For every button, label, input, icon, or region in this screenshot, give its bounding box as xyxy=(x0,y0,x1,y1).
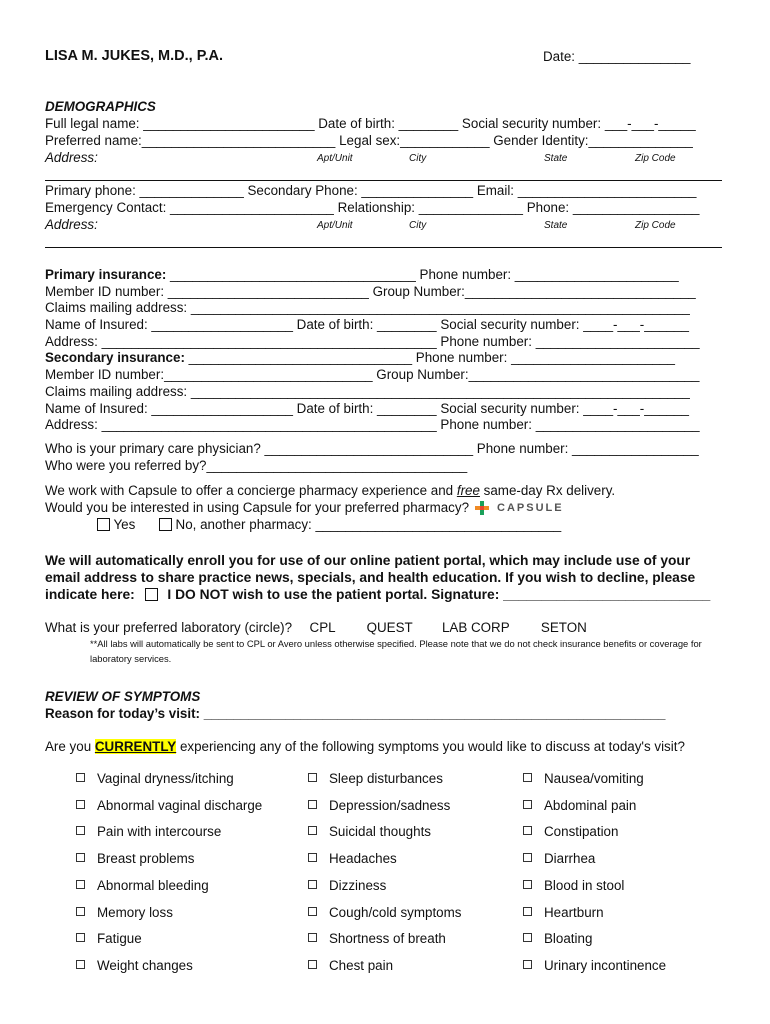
symptom-label: Memory loss xyxy=(97,905,173,920)
symptom-checkbox[interactable] xyxy=(76,773,85,782)
symptom-question-a: Are you xyxy=(45,739,95,754)
demographics-title: DEMOGRAPHICS xyxy=(45,99,156,114)
symptom-item[interactable] xyxy=(76,824,221,840)
reason-line[interactable]: Reason for today’s visit: ______________________________________________________________ xyxy=(45,706,666,721)
capsule-logo xyxy=(475,500,564,516)
symptom-label: Dizziness xyxy=(329,878,387,893)
symptom-label: Weight changes xyxy=(97,958,193,973)
capsule-logo-text: CAPSULE xyxy=(497,502,564,514)
symptom-checkbox[interactable] xyxy=(76,880,85,889)
symptom-checkbox[interactable] xyxy=(308,960,317,969)
phone-line[interactable]: Primary phone: ______________ Secondary Phone: _______________ Email: ________________________ xyxy=(45,183,697,198)
symptom-item[interactable] xyxy=(523,851,595,867)
address-line[interactable] xyxy=(45,180,722,181)
symptom-label: Abdominal pain xyxy=(544,798,637,813)
symptom-item[interactable] xyxy=(308,851,397,867)
symptom-label: Heartburn xyxy=(544,905,604,920)
symptom-checkbox[interactable] xyxy=(76,933,85,942)
symptom-label: Breast problems xyxy=(97,851,195,866)
symptom-label: Diarrhea xyxy=(544,851,596,866)
capsule-question-text: Would you be interested in using Capsule for your preferred pharmacy? xyxy=(45,500,470,515)
insured-name-line-2[interactable]: Name of Insured: ___________________ Date of birth: ________ Social security number: ____-___-______ xyxy=(45,401,689,416)
capsule-intro-b: same-day Rx delivery. xyxy=(479,483,616,498)
symptom-label: Blood in stool xyxy=(544,878,625,893)
symptom-checkbox[interactable] xyxy=(523,907,532,916)
ros-title: REVIEW OF SYMPTOMS xyxy=(45,689,201,704)
lab-option-labcorp[interactable]: LAB CORP xyxy=(441,620,510,635)
insured-address-line[interactable]: Address: _____________________________________________ Phone number: ______________________ xyxy=(45,334,700,349)
symptom-checkbox[interactable] xyxy=(308,880,317,889)
symptom-checkbox[interactable] xyxy=(308,800,317,809)
practice-name: LISA M. JUKES, M.D., P.A. xyxy=(45,48,224,64)
symptom-label: Urinary incontinence xyxy=(544,958,667,973)
symptom-item[interactable] xyxy=(523,878,624,894)
symptom-label: Abnormal bleeding xyxy=(97,878,209,893)
symptom-checkbox[interactable] xyxy=(76,907,85,916)
symptom-item[interactable] xyxy=(308,824,431,840)
symptom-item[interactable] xyxy=(76,905,173,921)
symptom-item[interactable] xyxy=(308,958,393,974)
capsule-intro xyxy=(45,483,722,499)
capsule-plus-icon xyxy=(475,501,489,515)
claims-address-line[interactable]: Claims mailing address: ___________________________________________________________________ xyxy=(45,300,690,315)
symptom-checkbox[interactable] xyxy=(523,800,532,809)
city-sublabel: City xyxy=(409,153,427,164)
portal-indicate-label: indicate here: xyxy=(45,587,135,602)
symptom-checkbox[interactable] xyxy=(308,773,317,782)
symptom-item[interactable] xyxy=(76,771,234,787)
zip-sublabel: Zip Code xyxy=(635,153,676,164)
lab-question-line xyxy=(45,620,722,636)
apt-sublabel: Apt/Unit xyxy=(317,153,353,164)
address2-label: Address: xyxy=(45,217,98,232)
symptom-item[interactable] xyxy=(523,824,618,840)
state-sublabel-2: State xyxy=(544,220,568,231)
capsule-question xyxy=(45,500,722,516)
symptom-checkbox[interactable] xyxy=(76,826,85,835)
symptom-item[interactable] xyxy=(523,931,592,947)
symptom-label: Vaginal dryness/itching xyxy=(97,771,234,786)
symptom-label: Chest pain xyxy=(329,958,394,973)
portal-decline-line xyxy=(45,587,722,603)
symptom-item[interactable] xyxy=(523,798,636,814)
portal-line-2: email address to share practice news, specials, and health education. If you wish to decline, please xyxy=(45,570,696,585)
symptom-checkbox[interactable] xyxy=(523,880,532,889)
lab-option-quest[interactable]: QUEST xyxy=(366,620,413,635)
capsule-no-checkbox[interactable] xyxy=(159,518,172,531)
capsule-options xyxy=(97,517,722,533)
full-name-line[interactable]: Full legal name: _______________________ Date of birth: ________ Social security number: ___-___-_____ xyxy=(45,116,696,131)
lab-option-seton[interactable]: SETON xyxy=(540,620,587,635)
capsule-free: free xyxy=(456,483,480,498)
symptom-item[interactable] xyxy=(76,878,209,894)
emergency-contact-line[interactable]: Emergency Contact: ______________________ Relationship: ______________ Phone: _________________ xyxy=(45,200,700,215)
symptom-item[interactable] xyxy=(523,958,666,974)
symptom-item[interactable] xyxy=(523,905,604,921)
capsule-intro-a: We work with Capsule to offer a concierge pharmacy experience and xyxy=(45,483,457,498)
symptom-item[interactable] xyxy=(308,798,450,814)
symptom-item[interactable] xyxy=(308,905,461,921)
symptom-item[interactable] xyxy=(308,931,446,947)
portal-line-1: We will automatically enroll you for use of our online patient portal, which may include use of your xyxy=(45,553,691,568)
symptom-checkbox[interactable] xyxy=(308,933,317,942)
lab-note: **All labs will automatically be sent to CPL or Avero unless otherwise specified. Please note that we do not check insurance benefits or coverage for laboratory services. xyxy=(90,638,702,664)
state-sublabel: State xyxy=(544,153,568,164)
symptom-label: Bloating xyxy=(544,931,593,946)
symptom-checkbox[interactable] xyxy=(523,853,532,862)
symptom-label: Shortness of breath xyxy=(329,931,446,946)
symptom-item[interactable] xyxy=(523,771,644,787)
symptom-checkbox[interactable] xyxy=(308,826,317,835)
insured-name-line[interactable]: Name of Insured: ___________________ Date of birth: ________ Social security number: ____-___-______ xyxy=(45,317,689,332)
capsule-yes-checkbox[interactable] xyxy=(97,518,110,531)
capsule-yes-label: Yes xyxy=(113,517,136,532)
symptom-item[interactable] xyxy=(76,798,262,814)
symptom-checkbox[interactable] xyxy=(523,826,532,835)
insured-address-line-2[interactable]: Address: _____________________________________________ Phone number: ______________________ xyxy=(45,417,700,432)
symptom-label: Constipation xyxy=(544,824,619,839)
symptom-item[interactable] xyxy=(308,878,386,894)
apt-sublabel-2: Apt/Unit xyxy=(317,220,353,231)
preferred-name-line[interactable]: Preferred name:__________________________ Legal sex:____________ Gender Identity:______________ xyxy=(45,133,693,148)
member-id-line-2[interactable]: Member ID number:____________________________ Group Number:_______________________________ xyxy=(45,367,700,382)
portal-decline-checkbox[interactable] xyxy=(145,588,158,601)
symptom-item[interactable] xyxy=(76,958,193,974)
member-id-line[interactable]: Member ID number: ___________________________ Group Number:_______________________________ xyxy=(45,284,696,299)
symptom-checkbox[interactable] xyxy=(76,800,85,809)
address-label: Address: xyxy=(45,150,98,165)
symptom-label: Nausea/vomiting xyxy=(544,771,644,786)
symptom-label: Pain with intercourse xyxy=(97,824,222,839)
symptom-label: Sleep disturbances xyxy=(329,771,443,786)
symptom-item[interactable] xyxy=(76,931,142,947)
secondary-insurance-line[interactable] xyxy=(45,350,722,366)
symptom-checkbox[interactable] xyxy=(523,933,532,942)
lab-option-cpl[interactable]: CPL xyxy=(309,620,336,635)
zip-sublabel-2: Zip Code xyxy=(635,220,676,231)
symptom-checkbox[interactable] xyxy=(523,960,532,969)
symptom-checkbox[interactable] xyxy=(76,960,85,969)
primary-insurance-line[interactable] xyxy=(45,267,722,283)
capsule-no-label[interactable]: No, another pharmacy: _________________________________ xyxy=(175,517,562,532)
symptom-checkbox[interactable] xyxy=(308,853,317,862)
city-sublabel-2: City xyxy=(409,220,427,231)
secondary-insurance-fields[interactable]: ______________________________ Phone number: ______________________ xyxy=(184,350,675,365)
symptom-question xyxy=(45,739,722,755)
symptom-label: Depression/sadness xyxy=(329,798,451,813)
symptom-checkbox[interactable] xyxy=(308,907,317,916)
claims-address-line-2[interactable]: Claims mailing address: ___________________________________________________________________ xyxy=(45,384,690,399)
symptom-label: Fatigue xyxy=(97,931,142,946)
primary-insurance-fields[interactable]: _________________________________ Phone number: ______________________ xyxy=(166,267,679,282)
pcp-line[interactable]: Who is your primary care physician? ____________________________ Phone number: _________________ xyxy=(45,441,699,456)
symptom-label: Suicidal thoughts xyxy=(329,824,431,839)
lab-question: What is your preferred laboratory (circle)? xyxy=(45,620,293,635)
referred-by-line[interactable]: Who were you referred by?___________________________________ xyxy=(45,458,468,473)
currently-highlight: CURRENTLY xyxy=(94,739,177,754)
secondary-insurance-label: Secondary insurance: xyxy=(45,350,185,365)
symptom-checkbox[interactable] xyxy=(523,773,532,782)
symptom-item[interactable] xyxy=(76,851,195,867)
portal-signature-field[interactable]: I DO NOT wish to use the patient portal. Signature: ___________________________ xyxy=(167,587,711,602)
symptom-label: Abnormal vaginal discharge xyxy=(97,798,263,813)
symptom-item[interactable] xyxy=(308,771,443,787)
symptom-label: Cough/cold symptoms xyxy=(329,905,462,920)
symptom-checkbox[interactable] xyxy=(76,853,85,862)
address2-line[interactable] xyxy=(45,247,722,248)
primary-insurance-label: Primary insurance: xyxy=(45,267,167,282)
symptom-question-b: experiencing any of the following symptoms you would like to discuss at today's visit? xyxy=(176,739,685,754)
date-field[interactable]: Date: _______________ xyxy=(543,49,691,64)
symptom-label: Headaches xyxy=(329,851,397,866)
